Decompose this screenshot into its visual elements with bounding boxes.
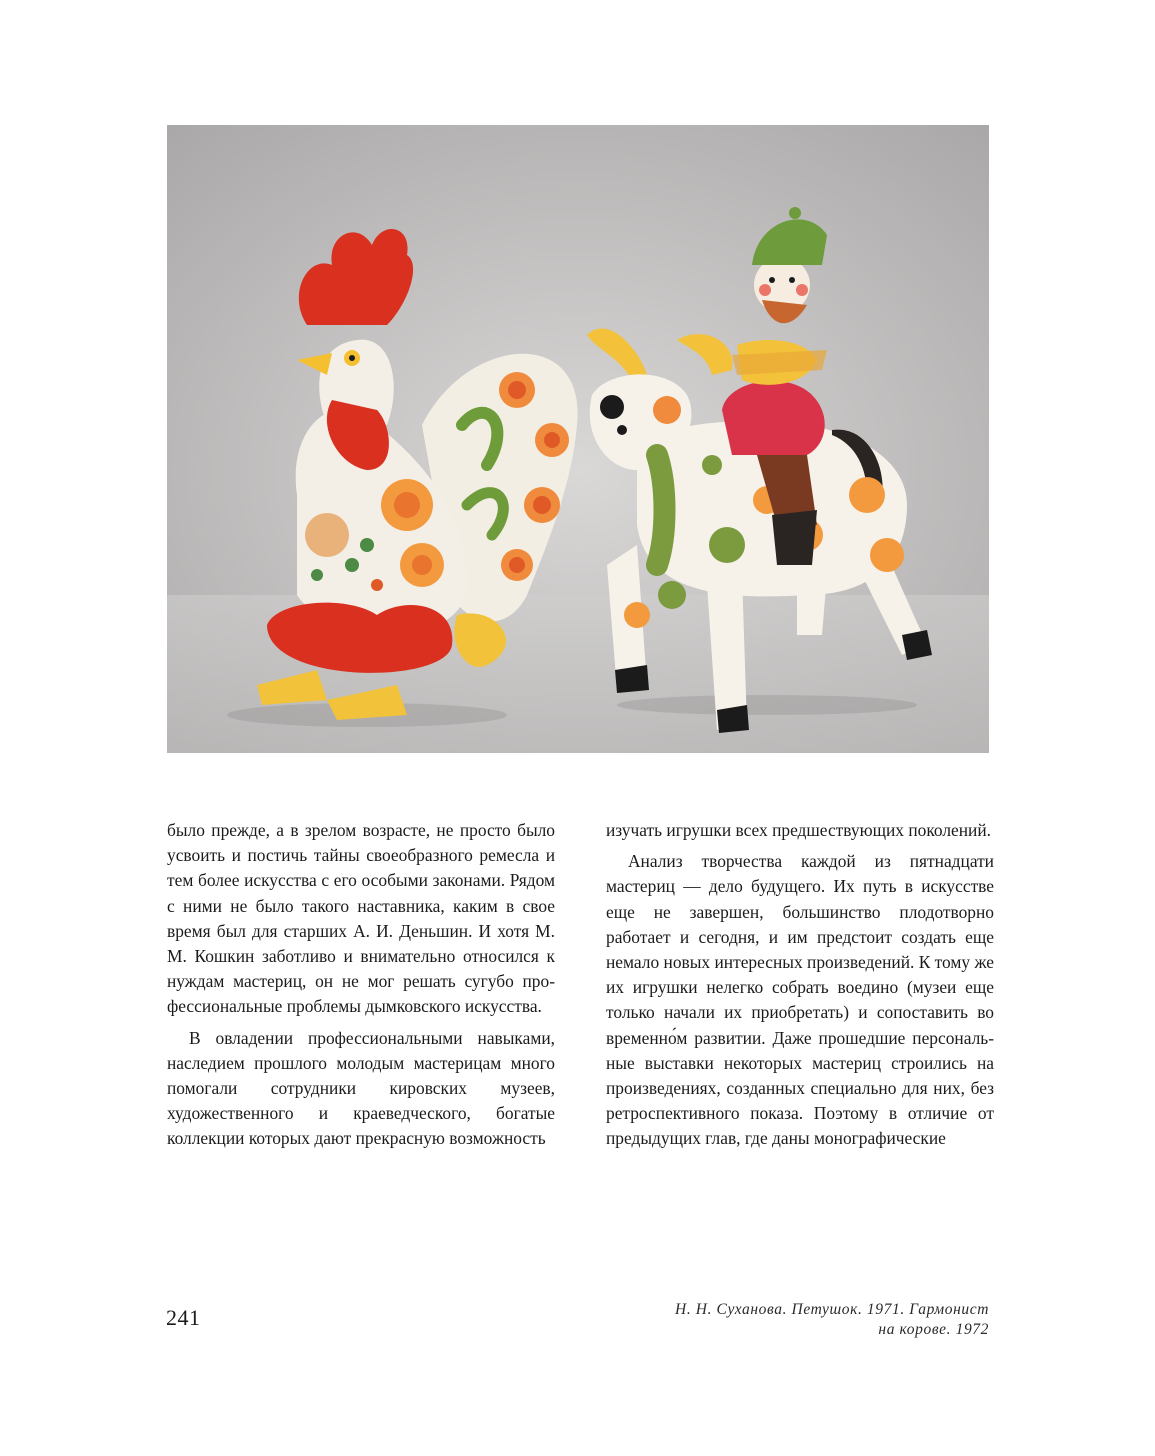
paragraph: изучать игрушки всех предшествующих поколений. (606, 820, 992, 840)
paragraph: было прежде, а в зрелом возрасте, не просто было усвоить и постичь тайны своеобразного ремесла и тем более искусства с его особыми законами. Рядом с ними не было такого наставника, каким в свое время был для старших А. И. Деньшин. И хотя М. М. Кошкин заботливо и внимательно относился к нуждам мастериц, он не мог решать сугубо профессиональные проблемы дымковского искусства. (167, 820, 555, 1017)
paragraph: В овладении профессиональными навыками, наследием прошлого молодым мастерицам много помогали сотрудники кировских музеев, художественного и краеведческого, богатые коллекции которых дают прекрасную возможность (167, 1027, 555, 1149)
page-number: 241 (166, 1305, 201, 1330)
text-column-right (606, 818, 994, 1152)
caption-line: на корове. 1972 (878, 1321, 989, 1338)
paragraph: Анализ творчества каждой из пятнадцати мастериц — дело будущего. Их путь в искусстве еще не завершен, большинство плодотворно работает и сегодня, и им предстоит создать еще немало новых интересных произведений. К тому же их игрушки нелегко собрать воедино (музеи еще только начали их приобретать) и сопоставить во временно́м развитии. Даже прошедшие персональные выставки некоторых мастериц строились на произведениях, созданных специально для них, без ретроспективного показа. Поэтому в отличие от предыдущих глав, где даны монографические (606, 851, 994, 1149)
photo-caption (569, 1300, 989, 1340)
text-column-left (167, 818, 555, 1152)
caption-line: Н. Н. Суханова. Петушок. 1971. Гармонист (675, 1301, 989, 1318)
photo-dymkovo-toys (167, 125, 989, 753)
